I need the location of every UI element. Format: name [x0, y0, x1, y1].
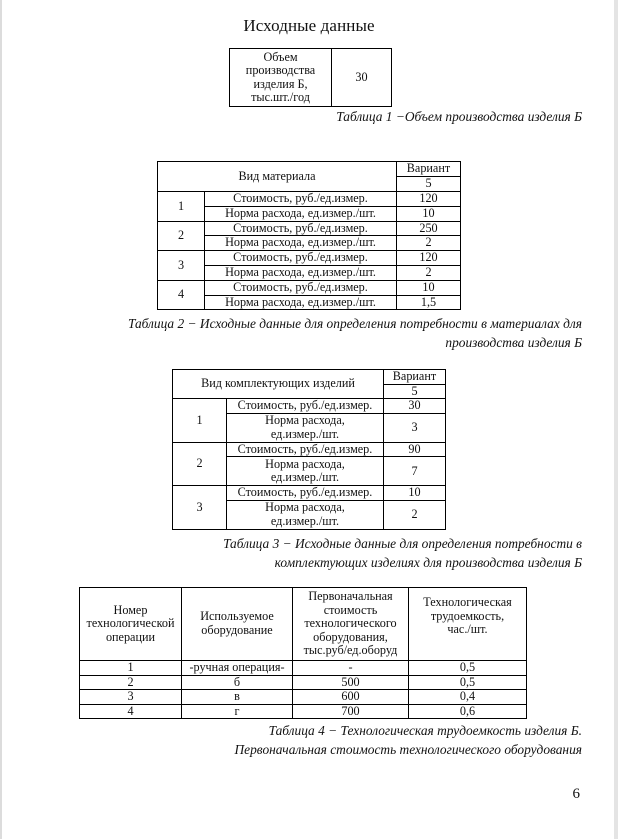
header-variant-number: 5 [384, 384, 446, 399]
norm-label: Норма расхода, ед.измер./шт. [227, 457, 384, 486]
table-row [80, 675, 527, 690]
header-equipment: Используемое оборудование [182, 588, 293, 661]
cost-value: 10 [384, 486, 446, 501]
initial-cost: 500 [293, 675, 409, 690]
cost-label: Стоимость, руб./ед.измер. [205, 221, 397, 236]
material-number: 2 [158, 221, 205, 251]
table-materials [157, 161, 461, 310]
cost-value: 120 [397, 192, 461, 207]
labor: 0,5 [409, 661, 527, 676]
table-row [80, 661, 527, 676]
table-components [172, 369, 446, 530]
table3-caption-line1: Таблица 3 − Исходные данные для определения потребности в [223, 536, 582, 551]
equipment: б [182, 675, 293, 690]
table-header-row [80, 588, 527, 661]
header-material-type: Вид материала [158, 162, 397, 192]
equipment: в [182, 690, 293, 705]
page-right-edge [614, 0, 618, 839]
table-row [158, 280, 461, 295]
table-row [173, 442, 446, 457]
norm-label: Норма расхода, ед.измер./шт. [205, 206, 397, 221]
norm-value: 2 [397, 236, 461, 251]
cost-value: 120 [397, 251, 461, 266]
norm-label: Норма расхода, ед.измер./шт. [227, 413, 384, 442]
table-row [158, 192, 461, 207]
cost-label: Стоимость, руб./ед.измер. [205, 192, 397, 207]
norm-label: Норма расхода, ед.измер./шт. [227, 500, 384, 529]
component-number: 1 [173, 399, 227, 443]
norm-value: 3 [384, 413, 446, 442]
header-variant: Вариант [397, 162, 461, 177]
table4-caption-line2: Первоначальная стоимость технологического оборудования [234, 742, 582, 757]
norm-value: 10 [397, 206, 461, 221]
op-number: 3 [80, 690, 182, 705]
production-volume-label: Объем производства изделия Б, тыс.шт./год [230, 49, 332, 107]
header-initial-cost: Первоначальная стоимость технологического оборудования, тыс.руб/ед.оборуд [293, 588, 409, 661]
norm-label: Норма расхода, ед.измер./шт. [205, 295, 397, 310]
table-row [80, 704, 527, 719]
cost-value: 30 [384, 399, 446, 414]
page-left-edge [0, 0, 2, 839]
initial-cost: 600 [293, 690, 409, 705]
table4-caption-line1: Таблица 4 − Технологическая трудоемкость изделия Б. [268, 723, 582, 738]
labor: 0,6 [409, 704, 527, 719]
norm-label: Норма расхода, ед.измер./шт. [205, 265, 397, 280]
op-number: 4 [80, 704, 182, 719]
cost-label: Стоимость, руб./ед.измер. [227, 486, 384, 501]
header-variant: Вариант [384, 370, 446, 385]
table2-caption-line1: Таблица 2 − Исходные данные для определения потребности в материалах для [127, 316, 582, 331]
cost-label: Стоимость, руб./ед.измер. [205, 280, 397, 295]
material-number: 4 [158, 280, 205, 310]
table-technology [79, 587, 527, 719]
equipment: г [182, 704, 293, 719]
header-op-number: Номер технологической операции [80, 588, 182, 661]
cost-label: Стоимость, руб./ед.измер. [205, 251, 397, 266]
header-component-type: Вид комплектующих изделий [173, 370, 384, 399]
table-row [80, 690, 527, 705]
cost-value: 250 [397, 221, 461, 236]
cost-value: 90 [384, 442, 446, 457]
component-number: 2 [173, 442, 227, 486]
component-number: 3 [173, 486, 227, 530]
equipment: -ручная операция- [182, 661, 293, 676]
table-header-row [158, 162, 461, 177]
op-number: 1 [80, 661, 182, 676]
initial-cost: - [293, 661, 409, 676]
norm-value: 1,5 [397, 295, 461, 310]
labor: 0,4 [409, 690, 527, 705]
labor: 0,5 [409, 675, 527, 690]
norm-value: 7 [384, 457, 446, 486]
cost-label: Стоимость, руб./ед.измер. [227, 442, 384, 457]
table-production-volume [229, 48, 392, 107]
page-number: 6 [572, 786, 580, 802]
table-row [173, 486, 446, 501]
table1-caption: Таблица 1 −Объем производства изделия Б [336, 109, 582, 124]
initial-cost: 700 [293, 704, 409, 719]
cost-label: Стоимость, руб./ед.измер. [227, 399, 384, 414]
table-row [158, 221, 461, 236]
norm-value: 2 [397, 265, 461, 280]
table2-caption-line2: производства изделия Б [445, 335, 582, 350]
norm-label: Норма расхода, ед.измер./шт. [205, 236, 397, 251]
op-number: 2 [80, 675, 182, 690]
page-title: Исходные данные [243, 16, 375, 35]
table-row [173, 399, 446, 414]
production-volume-value: 30 [332, 49, 392, 107]
material-number: 1 [158, 192, 205, 222]
material-number: 3 [158, 251, 205, 281]
table-row [158, 251, 461, 266]
table3-caption-line2: комплектующих изделиях для производства изделия Б [274, 555, 582, 570]
table-header-row [173, 370, 446, 385]
header-variant-number: 5 [397, 177, 461, 192]
table-row [230, 49, 392, 107]
cost-value: 10 [397, 280, 461, 295]
header-labor: Технологическая трудоемкость, час./шт. [409, 588, 527, 661]
norm-value: 2 [384, 500, 446, 529]
